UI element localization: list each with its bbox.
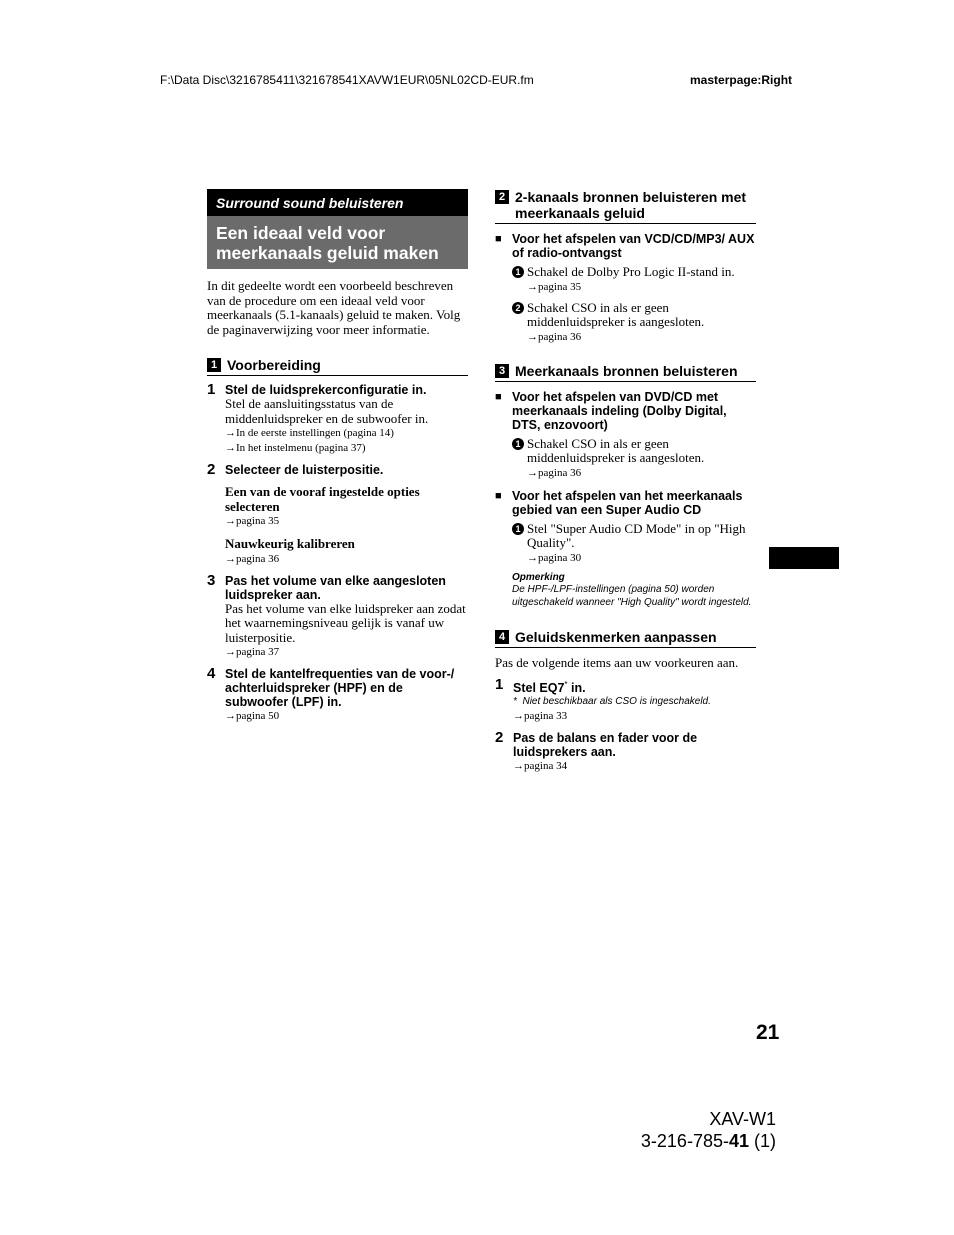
page-reference: →pagina 30 (527, 551, 582, 564)
arrow-icon: → (527, 330, 538, 343)
arrow-icon: → (527, 551, 538, 564)
left-column (207, 189, 468, 724)
page-title: Een ideaal veld voor meerkanaals geluid maken (207, 216, 468, 269)
page-reference: →pagina 36 (527, 466, 582, 479)
bullet-item (495, 489, 756, 517)
section-intro: Pas de volgende items aan uw voorkeuren aan. (495, 655, 739, 670)
step-text: Stel de aansluitingsstatus van de middenluidspreker en de subwoofer in. (225, 396, 429, 426)
step-number: 3 (207, 571, 216, 589)
step-2 (207, 462, 468, 567)
circled-number-icon: 1 (512, 266, 524, 278)
step-2 (495, 730, 756, 774)
square-bullet-icon: ■ (495, 489, 502, 502)
step-title: Stel EQ7* in. (513, 679, 586, 695)
square-bullet-icon: ■ (495, 390, 502, 403)
step-number: 1 (495, 675, 504, 693)
arrow-icon: → (513, 709, 524, 722)
model-info (600, 1108, 776, 1152)
bullet-item (495, 232, 756, 260)
numbered-item (512, 301, 756, 345)
part-number: 3-216-785-41 (1) (640, 1131, 776, 1151)
step-number: 2 (207, 461, 216, 478)
section-banner: Surround sound beluisteren (207, 189, 468, 216)
section-number: 3 (495, 364, 509, 378)
footnote-marker: * (564, 679, 568, 689)
step-3 (207, 573, 468, 661)
step-title: Stel de kantelfrequenties van de voor-/ achterluidspreker (HPF) en de subwoofer (LPF) in. (225, 667, 455, 709)
file-path-header: F:\Data Disc\3216785411\321678541XAVW1EUR\05NL02CD-EUR.fm (160, 73, 534, 87)
section-number: 1 (207, 358, 221, 372)
square-bullet-icon: ■ (495, 233, 502, 245)
section-title: 2-kanaals bronnen beluisteren met meerkanaals geluid (515, 189, 747, 221)
bullet-title: Voor het afspelen van het meerkanaals gebied van een Super Audio CD (512, 488, 743, 517)
intro-paragraph: In dit gedeelte wordt een voorbeeld beschreven van de procedure om een ideaal veld voor meerkanaals (5.1-kanaals) geluid te maken. Volg de paginaverwijzing voor meer informatie. (207, 278, 461, 337)
page-reference: →pagina 37 (225, 646, 280, 658)
page-number: 21 (756, 1021, 780, 1044)
item-text: Stel "Super Audio CD Mode" in op "High Quality". (527, 520, 746, 550)
page-reference: →pagina 35 (527, 280, 582, 293)
numbered-item (512, 522, 756, 566)
step-title: Pas het volume van elke aangesloten luidspreker aan. (225, 573, 446, 602)
arrow-icon: → (225, 710, 236, 722)
step-text: Pas het volume van elke luidspreker aan zodat het waarnemingsniveau gelijk is vanaf uw luisterpositie. (225, 600, 466, 645)
section-title: Geluidskenmerken aanpassen (515, 629, 717, 645)
section-heading-geluidskenmerken (495, 629, 756, 648)
section-heading-meerkanaals (495, 363, 756, 382)
page-reference: →pagina 36 (225, 552, 280, 565)
arrow-icon: → (225, 515, 236, 527)
section-number: 2 (495, 190, 509, 204)
section-number: 4 (495, 630, 509, 644)
note-text: De HPF-/LPF-instellingen (pagina 50) worden uitgeschakeld wanneer "High Quality" wordt ingesteld. (512, 584, 752, 608)
arrow-icon: → (527, 466, 538, 479)
item-text: Schakel de Dolby Pro Logic II-stand in. (527, 264, 735, 279)
page-reference: →pagina 35 (225, 515, 280, 527)
note (512, 572, 756, 610)
step-1 (495, 677, 756, 724)
page-reference: →In het instelmenu (pagina 37) (225, 442, 366, 454)
page-reference: →pagina 33 (513, 709, 568, 722)
numbered-item (512, 437, 756, 481)
step-number: 4 (207, 665, 216, 682)
step-title: Pas de balans en fader voor de luidsprekers aan. (513, 730, 698, 759)
bullet-title: Voor het afspelen van DVD/CD met meerkanaals indeling (Dolby Digital, DTS, enzovoort) (512, 389, 727, 432)
item-text: Schakel CSO in als er geen middenluidspreker is aangesloten. (527, 299, 705, 329)
note-title: Opmerking (512, 571, 565, 583)
step-title: Selecteer de luisterpositie. (225, 463, 384, 477)
right-column (495, 189, 756, 774)
page-reference: →pagina 36 (527, 330, 582, 343)
arrow-icon: → (225, 442, 236, 454)
arrow-icon: → (527, 280, 538, 293)
arrow-icon: → (225, 646, 236, 658)
sub-heading: Een van de vooraf ingestelde opties selecteren (225, 484, 420, 514)
page-reference: →In de eerste instellingen (pagina 14) (225, 427, 394, 439)
model-name: XAV-W1 (709, 1109, 776, 1129)
arrow-icon: → (513, 759, 524, 772)
circled-number-icon: 2 (512, 302, 524, 314)
section-heading-voorbereiding (207, 357, 468, 376)
step-title: Stel de luidsprekerconfiguratie in. (225, 383, 427, 397)
circled-number-icon: 1 (512, 523, 524, 535)
page-reference: →pagina 50 (225, 710, 280, 722)
numbered-item (512, 265, 756, 295)
sub-heading: Nauwkeurig kalibreren (225, 536, 355, 551)
section-heading-2-kanaals (495, 189, 756, 224)
chapter-tab-marker (769, 547, 839, 569)
bullet-title: Voor het afspelen van VCD/CD/MP3/ AUX of radio-ontvangst (512, 232, 755, 260)
arrow-icon: → (225, 427, 236, 439)
step-4 (207, 666, 468, 724)
page-reference: →pagina 34 (513, 759, 568, 772)
section-title: Voorbereiding (227, 357, 321, 373)
item-text: Schakel CSO in als er geen middenluidspreker is aangesloten. (527, 435, 705, 465)
footnote: * Niet beschikbaar als CSO is ingeschakeld. (513, 695, 711, 707)
arrow-icon: → (225, 552, 236, 565)
step-1 (207, 382, 468, 456)
step-number: 1 (207, 381, 216, 398)
bullet-item (495, 390, 756, 432)
masterpage-label: masterpage:Right (690, 73, 793, 87)
section-title: Meerkanaals bronnen beluisteren (515, 362, 738, 379)
step-number: 2 (495, 728, 504, 746)
circled-number-icon: 1 (512, 438, 524, 450)
